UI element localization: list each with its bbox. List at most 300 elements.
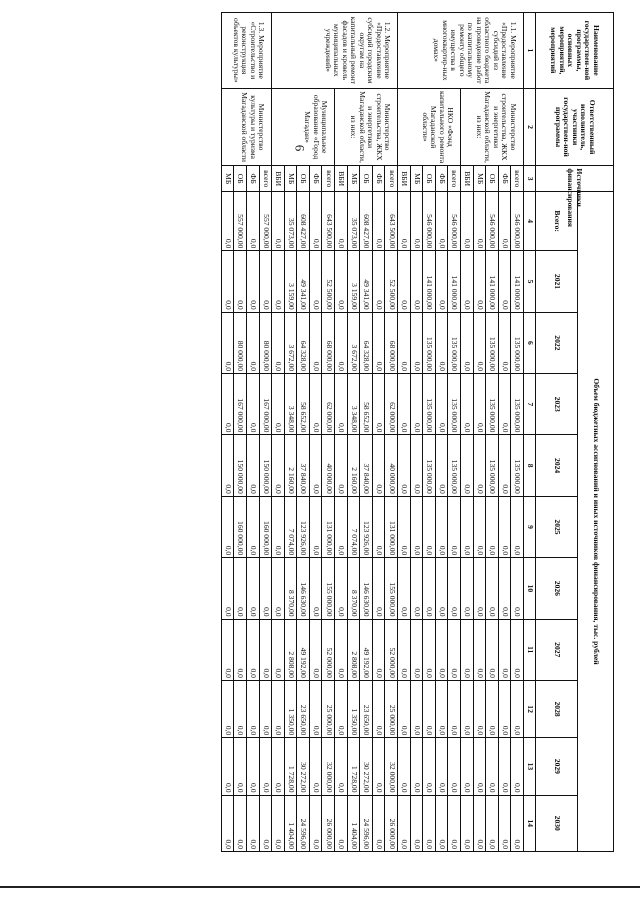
year-value: 52 500,00: [322, 251, 335, 312]
year-value: 0,0: [435, 738, 448, 795]
header-year: 2030: [536, 795, 578, 852]
year-value: 0,0: [435, 312, 448, 373]
year-value: 0,0: [498, 496, 511, 557]
year-value: 0,0: [461, 312, 474, 373]
header-column-index: 7: [524, 374, 536, 435]
year-value: 141 000,00: [511, 251, 524, 312]
funding-source: ФБ: [372, 166, 385, 192]
year-value: 0,0: [272, 496, 285, 557]
year-value: 0,0: [410, 374, 423, 435]
funding-source: всего: [259, 166, 272, 192]
year-value: 68 000,00: [385, 312, 398, 373]
year-value: 0,0: [461, 619, 474, 680]
year-value: 0,0: [410, 496, 423, 557]
funding-source: ОБ: [297, 166, 310, 192]
year-value: 0,0: [246, 312, 259, 373]
year-value: 0,0: [461, 374, 474, 435]
year-value: 0,0: [372, 496, 385, 557]
year-value: 0,0: [435, 558, 448, 619]
year-value: 0,0: [246, 619, 259, 680]
header-column-index: 11: [524, 619, 536, 680]
page-number: 6: [292, 144, 308, 152]
year-value: 0,0: [448, 558, 461, 619]
year-value: 0,0: [221, 496, 234, 557]
total-value: 0,0: [398, 191, 411, 250]
year-value: 0,0: [435, 251, 448, 312]
year-value: 0,0: [473, 680, 486, 737]
year-value: 0,0: [423, 795, 436, 852]
year-value: 32 000,00: [385, 738, 398, 795]
year-value: 0,0: [372, 251, 385, 312]
year-value: 0,0: [372, 795, 385, 852]
year-value: 135 000,00: [511, 435, 524, 496]
year-value: 37 840,00: [297, 435, 310, 496]
year-value: 155 000,00: [322, 558, 335, 619]
header-column-index: 14: [524, 795, 536, 852]
year-value: 0,0: [423, 496, 436, 557]
year-value: 0,0: [511, 680, 524, 737]
year-value: 0,0: [309, 795, 322, 852]
header-year: 2021: [536, 251, 578, 312]
funding-source: МБ: [284, 166, 297, 192]
total-value: 0,0: [461, 191, 474, 250]
responsible-executor: НКО «Фонд капитального ремонта Магаданской области»: [398, 88, 461, 166]
year-value: 2 808,00: [284, 619, 297, 680]
year-value: 0,0: [272, 795, 285, 852]
year-value: 0,0: [423, 619, 436, 680]
year-value: 0,0: [498, 795, 511, 852]
year-value: 40 000,00: [322, 435, 335, 496]
year-value: 0,0: [221, 558, 234, 619]
year-value: 135 000,00: [486, 312, 499, 373]
year-value: 0,0: [498, 558, 511, 619]
year-value: 1 350,00: [284, 680, 297, 737]
year-value: 167 000,00: [259, 374, 272, 435]
page-bottom-rule: [0, 886, 640, 888]
year-value: 0,0: [309, 496, 322, 557]
year-value: 0,0: [473, 435, 486, 496]
year-value: 0,0: [435, 795, 448, 852]
year-value: 30 272,00: [360, 738, 373, 795]
total-value: 546 000,00: [448, 191, 461, 250]
year-value: 0,0: [398, 374, 411, 435]
year-value: 23 650,00: [360, 680, 373, 737]
year-value: 2 160,00: [284, 435, 297, 496]
header-year: 2026: [536, 558, 578, 619]
total-value: 546 000,00: [423, 191, 436, 250]
year-value: 0,0: [423, 680, 436, 737]
year-value: 135 000,00: [486, 374, 499, 435]
year-value: 62 000,00: [385, 374, 398, 435]
year-value: 0,0: [498, 680, 511, 737]
year-value: 0,0: [246, 795, 259, 852]
header-year: 2028: [536, 680, 578, 737]
year-value: 0,0: [234, 619, 247, 680]
year-value: 0,0: [398, 251, 411, 312]
total-value: 0,0: [335, 191, 348, 250]
funding-source: ФБ: [246, 166, 259, 192]
year-value: 131 000,00: [385, 496, 398, 557]
year-value: 0,0: [259, 680, 272, 737]
year-value: 0,0: [410, 680, 423, 737]
year-value: 3 348,00: [284, 374, 297, 435]
year-value: 0,0: [272, 619, 285, 680]
year-value: 0,0: [410, 619, 423, 680]
year-value: 0,0: [335, 795, 348, 852]
header-total: Всего:: [536, 191, 578, 250]
funding-source: ВБИ: [335, 166, 348, 192]
header-column-index: 3: [524, 166, 536, 192]
activity-name: 1.2. Мероприятие «Предоставление субсидий городским округам на капитальный ремонт фасадов и кровель муниципальных учреждений»: [272, 13, 398, 89]
total-value: 0,0: [309, 191, 322, 250]
total-value: 0,0: [272, 191, 285, 250]
year-value: 64 328,00: [360, 312, 373, 373]
header-volume: Объем бюджетных ассигнований и иных источников финансирования, тыс. рублей: [578, 191, 614, 851]
year-value: 0,0: [486, 680, 499, 737]
year-value: 0,0: [272, 374, 285, 435]
total-value: 557 000,00: [234, 191, 247, 250]
year-value: 0,0: [398, 312, 411, 373]
table-row: [385, 13, 398, 852]
year-value: 0,0: [486, 619, 499, 680]
header-responsible: Ответственный исполнитель, участники государствен-ной программы: [536, 88, 614, 166]
year-value: 123 926,00: [360, 496, 373, 557]
year-value: 0,0: [448, 496, 461, 557]
year-value: 0,0: [410, 795, 423, 852]
year-value: 0,0: [272, 435, 285, 496]
year-value: 155 000,00: [385, 558, 398, 619]
year-value: 0,0: [309, 374, 322, 435]
year-value: 0,0: [221, 680, 234, 737]
year-value: 0,0: [221, 312, 234, 373]
year-value: 0,0: [473, 619, 486, 680]
year-value: 0,0: [335, 312, 348, 373]
year-value: 0,0: [272, 558, 285, 619]
funding-source: ВБИ: [398, 166, 411, 192]
year-value: 49 192,00: [297, 619, 310, 680]
year-value: 3 159,00: [347, 251, 360, 312]
year-value: 0,0: [498, 435, 511, 496]
activity-name: 1.3. Мероприятие «Строительство и реконструкция объектов культуры»: [221, 13, 271, 89]
year-value: 0,0: [309, 312, 322, 373]
year-value: 0,0: [410, 435, 423, 496]
year-value: 8 370,00: [284, 558, 297, 619]
total-value: 546 000,00: [511, 191, 524, 250]
year-value: 58 652,00: [297, 374, 310, 435]
year-value: 150 000,00: [234, 435, 247, 496]
funding-source: ОБ: [486, 166, 499, 192]
year-value: 0,0: [272, 680, 285, 737]
year-value: 0,0: [435, 680, 448, 737]
table-row: [322, 13, 335, 852]
year-value: 135 000,00: [486, 435, 499, 496]
header-column-index: 2: [524, 88, 536, 166]
funding-source: всего: [385, 166, 398, 192]
year-value: 0,0: [498, 619, 511, 680]
year-value: 0,0: [335, 558, 348, 619]
header-column-index: 9: [524, 496, 536, 557]
year-value: 49 341,00: [360, 251, 373, 312]
year-value: 0,0: [335, 619, 348, 680]
year-value: 0,0: [511, 496, 524, 557]
year-value: 0,0: [461, 435, 474, 496]
year-value: 0,0: [448, 680, 461, 737]
year-value: 0,0: [234, 680, 247, 737]
year-value: 0,0: [498, 738, 511, 795]
year-value: 0,0: [234, 738, 247, 795]
funding-source: ОБ: [360, 166, 373, 192]
year-value: 0,0: [335, 374, 348, 435]
year-value: 0,0: [272, 312, 285, 373]
funding-source: ВБИ: [461, 166, 474, 192]
year-value: 131 000,00: [322, 496, 335, 557]
year-value: 0,0: [272, 738, 285, 795]
year-value: 0,0: [372, 738, 385, 795]
funding-source: ОБ: [423, 166, 436, 192]
year-value: 0,0: [461, 738, 474, 795]
year-value: 135 000,00: [423, 312, 436, 373]
year-value: 141 000,00: [423, 251, 436, 312]
year-value: 0,0: [410, 312, 423, 373]
year-value: 141 000,00: [486, 251, 499, 312]
year-value: 3 672,00: [284, 312, 297, 373]
year-value: 135 000,00: [448, 312, 461, 373]
year-value: 0,0: [221, 619, 234, 680]
year-value: 1 728,00: [347, 738, 360, 795]
year-value: 0,0: [246, 680, 259, 737]
year-value: 0,0: [511, 795, 524, 852]
year-value: 0,0: [398, 496, 411, 557]
year-value: 2 808,00: [347, 619, 360, 680]
year-value: 0,0: [498, 251, 511, 312]
total-value: 0,0: [372, 191, 385, 250]
year-value: 141 000,00: [448, 251, 461, 312]
year-value: 24 596,00: [297, 795, 310, 852]
year-value: 8 370,00: [347, 558, 360, 619]
year-value: 0,0: [511, 738, 524, 795]
year-value: 0,0: [372, 680, 385, 737]
year-value: 135 000,00: [511, 312, 524, 373]
year-value: 1 404,00: [284, 795, 297, 852]
year-value: 135 000,00: [448, 435, 461, 496]
year-value: 64 328,00: [297, 312, 310, 373]
total-value: 0,0: [221, 191, 234, 250]
year-value: 0,0: [372, 312, 385, 373]
year-value: 1 728,00: [284, 738, 297, 795]
header-year: 2024: [536, 435, 578, 496]
year-value: 0,0: [473, 496, 486, 557]
year-value: 0,0: [372, 619, 385, 680]
year-value: 26 000,00: [385, 795, 398, 852]
year-value: 0,0: [398, 558, 411, 619]
total-value: 608 427,00: [297, 191, 310, 250]
year-value: 0,0: [410, 738, 423, 795]
year-value: 0,0: [221, 251, 234, 312]
year-value: 1 404,00: [347, 795, 360, 852]
year-value: 0,0: [423, 558, 436, 619]
year-value: 146 630,00: [297, 558, 310, 619]
funding-source: всего: [511, 166, 524, 192]
year-value: 0,0: [221, 795, 234, 852]
table-body: [221, 13, 523, 852]
year-value: 2 160,00: [347, 435, 360, 496]
header-column-index: 10: [524, 558, 536, 619]
year-value: 160 000,00: [234, 496, 247, 557]
total-value: 0,0: [410, 191, 423, 250]
year-value: 135 000,00: [423, 374, 436, 435]
year-value: 30 272,00: [297, 738, 310, 795]
year-value: 0,0: [486, 558, 499, 619]
year-value: 24 596,00: [360, 795, 373, 852]
total-value: 35 073,00: [284, 191, 297, 250]
funding-source: МБ: [473, 166, 486, 192]
year-value: 0,0: [272, 251, 285, 312]
year-value: 0,0: [486, 738, 499, 795]
year-value: 135 000,00: [423, 435, 436, 496]
year-value: 25 000,00: [322, 680, 335, 737]
year-value: 0,0: [335, 496, 348, 557]
year-value: 0,0: [259, 251, 272, 312]
year-value: 40 000,00: [385, 435, 398, 496]
year-value: 0,0: [259, 619, 272, 680]
header-year: 2029: [536, 738, 578, 795]
year-value: 0,0: [410, 251, 423, 312]
responsible-executor: Министерство строительства, ЖКХ и энергетики Магаданской области, из них:: [335, 88, 398, 166]
year-value: 0,0: [309, 251, 322, 312]
year-value: 0,0: [234, 558, 247, 619]
year-value: 0,0: [246, 374, 259, 435]
year-value: 62 000,00: [322, 374, 335, 435]
year-value: 3 672,00: [347, 312, 360, 373]
year-value: 3 159,00: [284, 251, 297, 312]
funding-source: ФБ: [498, 166, 511, 192]
table-row: [511, 13, 524, 852]
year-value: 0,0: [398, 795, 411, 852]
year-value: 0,0: [335, 435, 348, 496]
year-value: 0,0: [221, 374, 234, 435]
funding-source: МБ: [221, 166, 234, 192]
year-value: 0,0: [435, 374, 448, 435]
year-value: 52 500,00: [385, 251, 398, 312]
year-value: 123 926,00: [297, 496, 310, 557]
year-value: 0,0: [435, 496, 448, 557]
year-value: 0,0: [335, 738, 348, 795]
year-value: 0,0: [234, 251, 247, 312]
year-value: 0,0: [486, 496, 499, 557]
header-column-index: 5: [524, 251, 536, 312]
year-value: 0,0: [461, 251, 474, 312]
year-value: 52 000,00: [322, 619, 335, 680]
header-column-index: 4: [524, 191, 536, 250]
year-value: 58 652,00: [360, 374, 373, 435]
table-row: [448, 13, 461, 852]
funding-source: всего: [322, 166, 335, 192]
year-value: 0,0: [435, 619, 448, 680]
year-value: 0,0: [461, 558, 474, 619]
funding-source: ОБ: [234, 166, 247, 192]
year-value: 0,0: [473, 251, 486, 312]
year-value: 0,0: [259, 558, 272, 619]
year-value: 146 630,00: [360, 558, 373, 619]
funding-source: МБ: [347, 166, 360, 192]
year-value: 80 000,00: [259, 312, 272, 373]
year-value: 0,0: [448, 619, 461, 680]
year-value: 0,0: [448, 738, 461, 795]
rotated-table-container: [84, 12, 614, 852]
year-value: 37 840,00: [360, 435, 373, 496]
year-value: 0,0: [398, 435, 411, 496]
year-value: 80 000,00: [234, 312, 247, 373]
funding-source: всего: [448, 166, 461, 192]
year-value: 0,0: [473, 795, 486, 852]
year-value: 7 074,00: [284, 496, 297, 557]
year-value: 0,0: [448, 795, 461, 852]
responsible-executor: Министерство строительства, ЖКХ и энергетики Магаданской области, из них:: [461, 88, 524, 166]
year-value: 0,0: [461, 496, 474, 557]
year-value: 0,0: [259, 738, 272, 795]
year-value: 0,0: [309, 619, 322, 680]
year-value: 0,0: [498, 312, 511, 373]
year-value: 135 000,00: [511, 374, 524, 435]
year-value: 0,0: [372, 558, 385, 619]
total-value: 643 500,00: [322, 191, 335, 250]
year-value: 0,0: [461, 795, 474, 852]
year-value: 0,0: [486, 795, 499, 852]
year-value: 0,0: [335, 251, 348, 312]
header-column-index: 1: [524, 13, 536, 89]
year-value: 0,0: [473, 312, 486, 373]
year-value: 0,0: [246, 558, 259, 619]
year-value: 160 000,00: [259, 496, 272, 557]
year-value: 0,0: [498, 374, 511, 435]
header-program-name: Наименование государствен-ной программы, основных мероприятий, мероприятий: [536, 13, 614, 89]
year-value: 23 650,00: [297, 680, 310, 737]
year-value: 1 350,00: [347, 680, 360, 737]
total-value: 0,0: [435, 191, 448, 250]
total-value: 35 073,00: [347, 191, 360, 250]
header-year: 2025: [536, 496, 578, 557]
year-value: 0,0: [511, 558, 524, 619]
header-year: 2027: [536, 619, 578, 680]
year-value: 0,0: [259, 795, 272, 852]
responsible-executor: Министерство культуры и туризма Магаданской области: [221, 88, 271, 166]
year-value: 0,0: [246, 496, 259, 557]
year-value: 52 000,00: [385, 619, 398, 680]
year-value: 0,0: [398, 738, 411, 795]
year-value: 0,0: [309, 558, 322, 619]
year-value: 3 348,00: [347, 374, 360, 435]
total-value: 0,0: [246, 191, 259, 250]
year-value: 0,0: [309, 680, 322, 737]
header-year: 2023: [536, 374, 578, 435]
financing-table: [221, 12, 614, 852]
total-value: 557 000,00: [259, 191, 272, 250]
year-value: 0,0: [309, 738, 322, 795]
year-value: 0,0: [398, 619, 411, 680]
year-value: 0,0: [473, 374, 486, 435]
header-column-index: 12: [524, 680, 536, 737]
year-value: 26 000,00: [322, 795, 335, 852]
activity-name: 1.1. Мероприятие «Предоставление субсидий из областного бюджета на проведение работ по капитальному ремонту общего имущества в многоквартир-ных домах»: [398, 13, 524, 89]
total-value: 608 427,00: [360, 191, 373, 250]
year-value: 0,0: [221, 738, 234, 795]
funding-source: ФБ: [309, 166, 322, 192]
year-value: 150 000,00: [259, 435, 272, 496]
year-value: 25 000,00: [385, 680, 398, 737]
funding-source: ВБИ: [272, 166, 285, 192]
header-year: 2022: [536, 312, 578, 373]
year-value: 32 000,00: [322, 738, 335, 795]
